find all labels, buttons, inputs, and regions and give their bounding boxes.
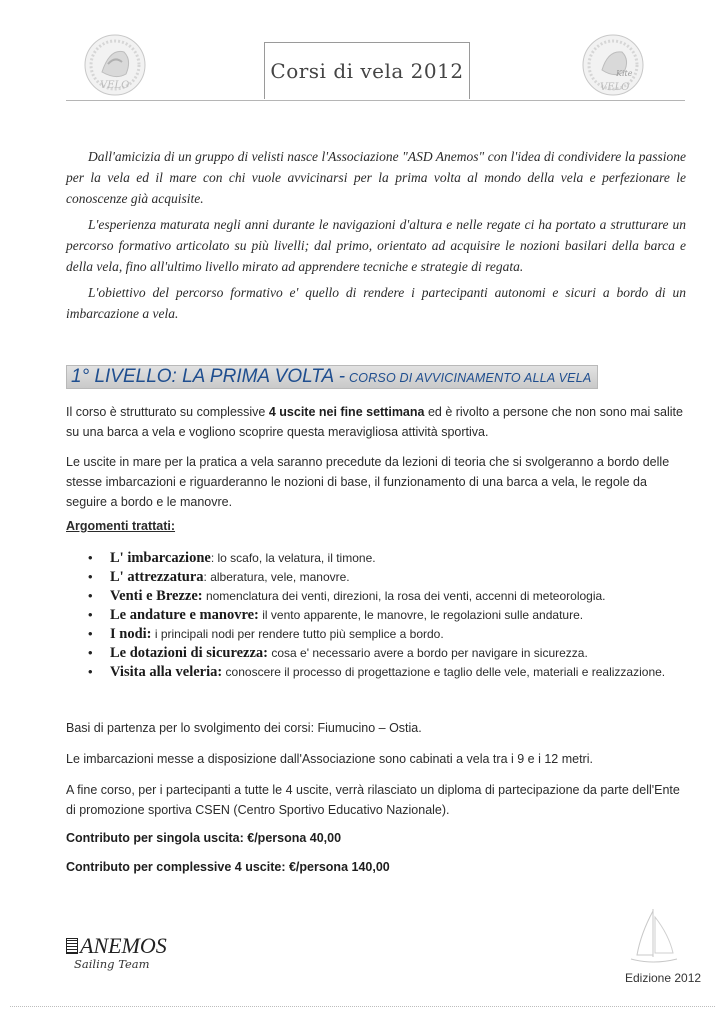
topic-item: [88, 662, 698, 681]
kite-vela-seal-icon: [578, 30, 648, 100]
edition-label: Edizione 2012: [625, 971, 702, 985]
contribution-total: Contributo per complessive 4 uscite: €/persona 140,00: [66, 860, 390, 874]
bullet-icon: •: [88, 550, 93, 565]
topic-item: [88, 605, 698, 624]
topic-desc: i principali nodi per rendere tutto più semplice a bordo.: [151, 627, 444, 641]
course-text-bold: 4 uscite nei fine settimana: [268, 405, 425, 419]
header-rule: [66, 100, 685, 101]
boats-info: Le imbarcazioni messe a disposizione dall'Associazione sono cabinati a vela tra i 9 e i 12 metri.: [66, 752, 593, 766]
topic-key: I nodi:: [110, 626, 152, 642]
title-box: [264, 42, 470, 99]
svg-text:VELO: VELO: [600, 82, 630, 93]
logo-subtitle: Sailing Team: [74, 957, 150, 971]
topic-desc: : alberatura, vele, manovre.: [203, 570, 350, 584]
topic-desc: cosa e' necessario avere a bordo per navigare in sicurezza.: [268, 646, 588, 660]
intro-paragraph-1: [66, 146, 686, 209]
contribution-single: Contributo per singola uscita: €/persona 40,00: [66, 831, 342, 845]
topic-key: L' imbarcazione: [110, 550, 211, 566]
topic-item: [88, 548, 698, 567]
anemos-logo: [66, 935, 176, 971]
bullet-icon: •: [88, 588, 93, 603]
logo-main-text: ANEMOS: [80, 933, 167, 958]
topics-list: [88, 548, 698, 681]
footer-rule: [10, 1006, 715, 1007]
banner-title: 1° LIVELLO: LA PRIMA VOLTA -: [71, 366, 346, 387]
topic-desc: conoscere il processo di progettazione e taglio delle vele, materiali e realizzazione.: [222, 665, 666, 679]
intro-text-1: Dall'amicizia di un gruppo di velisti nasce l'Associazione "ASD Anemos" con l'idea di condividere la passione per la vela ed il mare con chi vuole avvicinarsi per la prima volta al mondo della vela e perfezionare le conoscenze già acquisite.: [66, 149, 686, 206]
topic-key: Le andature e manovre:: [110, 607, 259, 623]
topic-key: Venti e Brezze:: [110, 588, 203, 604]
bullet-icon: •: [88, 645, 93, 660]
banner-subtitle: CORSO DI AVVICINAMENTO ALLA VELA: [349, 371, 592, 385]
page-title: Corsi di vela 2012: [270, 59, 464, 83]
bullet-icon: •: [88, 664, 93, 679]
topic-item: [88, 643, 698, 662]
intro-paragraph-3: [66, 282, 686, 324]
topic-key: Le dotazioni di sicurezza:: [110, 645, 269, 661]
topics-heading: Argomenti trattati:: [66, 519, 176, 533]
topic-desc: nomenclatura dei venti, direzioni, la rosa dei venti, accenni di meteorologia.: [202, 589, 606, 603]
course-text-c: ed è rivolto a persone che non sono mai salite su una barca a vela e vogliono scoprire questa meravigliosa attività sportiva.: [66, 405, 683, 439]
svg-text:VELO: VELO: [100, 80, 130, 91]
topic-key: L' attrezzatura: [110, 569, 204, 585]
lessons-description: Le uscite in mare per la pratica a vela saranno precedute da lezioni di teoria che si svolgeranno a bordo delle stesse imbarcazioni e riguarderanno le nozioni di base, il funzionamento di una barca a vela, le regole da seguire a bordo e le manovre.: [66, 455, 670, 509]
section-banner: [66, 365, 598, 389]
topic-key: Visita alla veleria:: [110, 664, 223, 680]
vela-seal-icon: [80, 30, 150, 100]
topic-desc: : lo scafo, la velatura, il timone.: [210, 551, 376, 565]
course-text-a: Il corso è strutturato su complessive: [66, 405, 269, 419]
course-description: [66, 402, 686, 442]
logo-mark-icon: [66, 938, 78, 954]
logo-main: [66, 935, 176, 957]
topic-item: [88, 586, 698, 605]
bullet-icon: •: [88, 626, 93, 641]
intro-text-3: L'obiettivo del percorso formativo e' quello di rendere i partecipanti autonomi e sicuri a bordo di un imbarcazione a vela.: [66, 285, 686, 321]
svg-text:Kite: Kite: [616, 69, 633, 78]
base-info: Basi di partenza per lo svolgimento dei corsi: Fiumucino – Ostia.: [66, 721, 422, 735]
bullet-icon: •: [88, 607, 93, 622]
intro-paragraph-2: [66, 214, 686, 277]
topic-desc: il vento apparente, le manovre, le regolazioni sulle andature.: [258, 608, 584, 622]
topic-item: [88, 567, 698, 586]
topic-item: [88, 624, 698, 643]
bullet-icon: •: [88, 569, 93, 584]
intro-text-2: L'esperienza maturata negli anni durante le navigazioni d'altura e nelle regate ci ha portato a strutturare un percorso formativo articolato su più livelli; dal primo, orientato ad acquisire le nozioni basilari della barca e della vela, fino all'ultimo livello mirato ad apprendere tecniche e strategie di regata.: [66, 217, 686, 274]
diploma-info: A fine corso, per i partecipanti a tutte le 4 uscite, verrà rilasciato un diploma di partecipazione da parte dell'Ente di promozione sportiva CSEN (Centro Sportivo Educativo Nazionale).: [66, 783, 680, 817]
sailboat-icon: [625, 905, 683, 973]
